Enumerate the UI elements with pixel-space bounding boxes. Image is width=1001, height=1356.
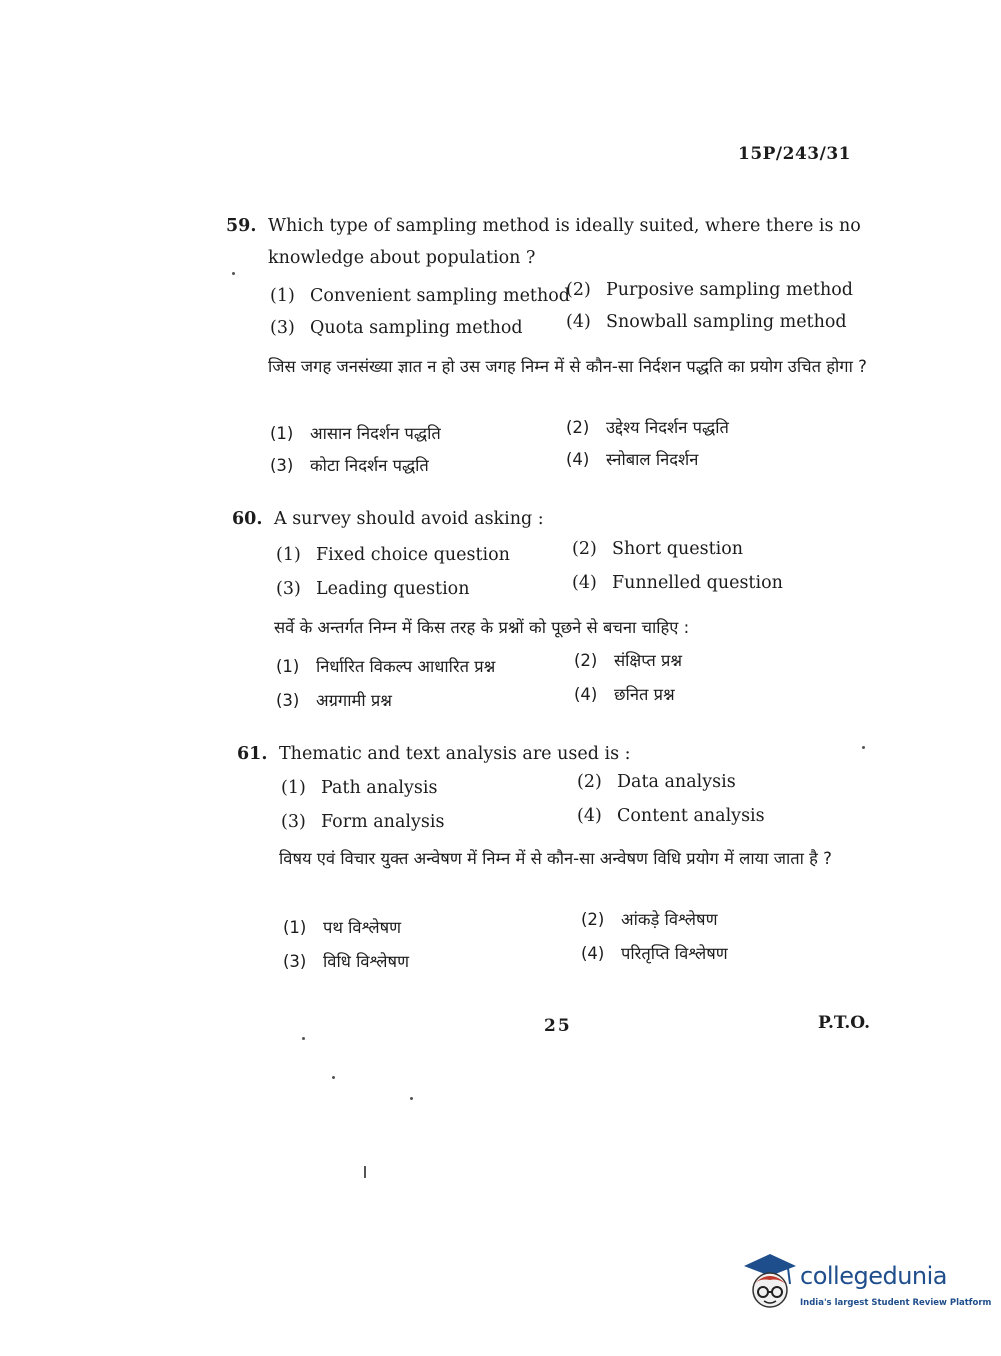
option-num: (4) bbox=[566, 450, 590, 469]
hindi-option-3 bbox=[283, 948, 409, 976]
option-2 bbox=[572, 535, 743, 563]
question-number: 59. bbox=[226, 216, 257, 236]
option-text: Short question bbox=[612, 539, 744, 559]
option-text: Purposive sampling method bbox=[606, 280, 853, 300]
question-text-hindi: विषय एवं विचार युक्त अन्वेषण में निम्न में से कौन-सा अन्वेषण विधि प्रयोग में लाया जाता है ? bbox=[279, 849, 832, 868]
mascot-icon bbox=[740, 1250, 798, 1318]
paper-code: 15P/243/31 bbox=[737, 144, 851, 164]
option-1 bbox=[276, 541, 510, 569]
option-num: (3) bbox=[281, 812, 306, 832]
option-2 bbox=[566, 276, 853, 304]
hindi-option-4 bbox=[566, 446, 698, 474]
hindi-option-3 bbox=[276, 687, 392, 715]
option-num: (2) bbox=[577, 772, 602, 792]
option-text: Data analysis bbox=[617, 772, 736, 792]
option-4 bbox=[572, 569, 783, 597]
option-text: कोटा निदर्शन पद्धति bbox=[310, 456, 429, 475]
option-text: Convenient sampling method bbox=[310, 286, 570, 306]
option-text: निर्धारित विकल्प आधारित प्रश्न bbox=[316, 657, 496, 676]
option-num: (3) bbox=[270, 456, 294, 475]
option-num: (1) bbox=[276, 545, 301, 565]
option-3 bbox=[276, 575, 470, 603]
option-num: (1) bbox=[281, 778, 306, 798]
option-text: Snowball sampling method bbox=[606, 312, 847, 332]
question-text: A survey should avoid asking : bbox=[274, 509, 544, 529]
option-num: (2) bbox=[572, 539, 597, 559]
option-text: स्नोबाल निदर्शन bbox=[606, 450, 699, 469]
option-text: अग्रगामी प्रश्न bbox=[316, 691, 392, 710]
option-text: Path analysis bbox=[321, 778, 438, 798]
hindi-option-2 bbox=[566, 414, 729, 442]
hindi-option-1 bbox=[270, 420, 441, 448]
option-num: (1) bbox=[270, 286, 295, 306]
hindi-option-4 bbox=[574, 681, 675, 709]
hindi-option-1 bbox=[283, 914, 401, 942]
option-num: (2) bbox=[566, 280, 591, 300]
option-text: Fixed choice question bbox=[316, 545, 510, 565]
option-text: Funnelled question bbox=[612, 573, 783, 593]
question-text: Thematic and text analysis are used is : bbox=[279, 744, 631, 764]
option-text: परितृप्ति विश्लेषण bbox=[621, 944, 728, 963]
option-num: (1) bbox=[283, 918, 307, 937]
question-number: 61. bbox=[237, 744, 268, 764]
option-num: (4) bbox=[566, 312, 591, 332]
option-text: Leading question bbox=[316, 579, 470, 599]
option-text: आसान निदर्शन पद्धति bbox=[310, 424, 441, 443]
hindi-option-3 bbox=[270, 452, 429, 480]
pto-label: P.T.O. bbox=[818, 1013, 870, 1033]
hindi-option-2 bbox=[574, 647, 682, 675]
scan-speck bbox=[302, 1037, 305, 1040]
option-2 bbox=[577, 768, 736, 796]
option-num: (4) bbox=[572, 573, 597, 593]
option-num: (1) bbox=[270, 424, 294, 443]
option-3 bbox=[281, 808, 444, 836]
option-text: विधि विश्लेषण bbox=[323, 952, 410, 971]
question-text-hindi: सर्वे के अन्तर्गत निम्न में किस तरह के प्रश्नों को पूछने से बचना चाहिए : bbox=[274, 618, 690, 637]
option-4 bbox=[566, 308, 847, 336]
option-4 bbox=[577, 802, 765, 830]
option-num: (2) bbox=[574, 651, 598, 670]
brand-name: collegedunia bbox=[800, 1262, 948, 1290]
option-1 bbox=[270, 282, 570, 310]
hindi-option-1 bbox=[276, 653, 495, 681]
scan-speck bbox=[332, 1076, 335, 1079]
option-text: Quota sampling method bbox=[310, 318, 523, 338]
option-text: छनित प्रश्न bbox=[614, 685, 675, 704]
option-num: (3) bbox=[283, 952, 307, 971]
collegedunia-logo bbox=[740, 1250, 992, 1322]
option-num: (2) bbox=[581, 910, 605, 929]
question-text-hindi: जिस जगह जनसंख्या ज्ञात न हो उस जगह निम्न में से कौन-सा निर्दशन पद्धति का प्रयोग उचित होगा ? bbox=[268, 357, 867, 376]
option-num: (4) bbox=[577, 806, 602, 826]
option-num: (3) bbox=[276, 691, 300, 710]
option-3 bbox=[270, 314, 523, 342]
option-text: Content analysis bbox=[617, 806, 765, 826]
option-num: (4) bbox=[581, 944, 605, 963]
option-num: (2) bbox=[566, 418, 590, 437]
option-num: (3) bbox=[276, 579, 301, 599]
question-text: Which type of sampling method is ideally suited, where there is no knowledge about population ? bbox=[268, 216, 861, 268]
option-text: उद्देश्य निदर्शन पद्धति bbox=[606, 418, 729, 437]
option-num: (3) bbox=[270, 318, 295, 338]
hindi-option-4 bbox=[581, 940, 728, 968]
question-number: 60. bbox=[232, 509, 263, 529]
brand-tagline: India's largest Student Review Platform bbox=[800, 1298, 992, 1308]
option-text: संक्षिप्त प्रश्न bbox=[614, 651, 683, 670]
option-text: Form analysis bbox=[321, 812, 445, 832]
scan-speck bbox=[364, 1166, 366, 1178]
option-num: (1) bbox=[276, 657, 300, 676]
option-1 bbox=[281, 774, 437, 802]
scan-speck bbox=[410, 1097, 413, 1100]
page-number: 25 bbox=[544, 1016, 572, 1036]
scan-speck bbox=[862, 746, 865, 749]
scan-speck bbox=[232, 272, 235, 275]
option-text: आंकड़े विश्लेषण bbox=[621, 910, 718, 929]
hindi-option-2 bbox=[581, 906, 718, 934]
option-num: (4) bbox=[574, 685, 598, 704]
option-text: पथ विश्लेषण bbox=[323, 918, 402, 937]
